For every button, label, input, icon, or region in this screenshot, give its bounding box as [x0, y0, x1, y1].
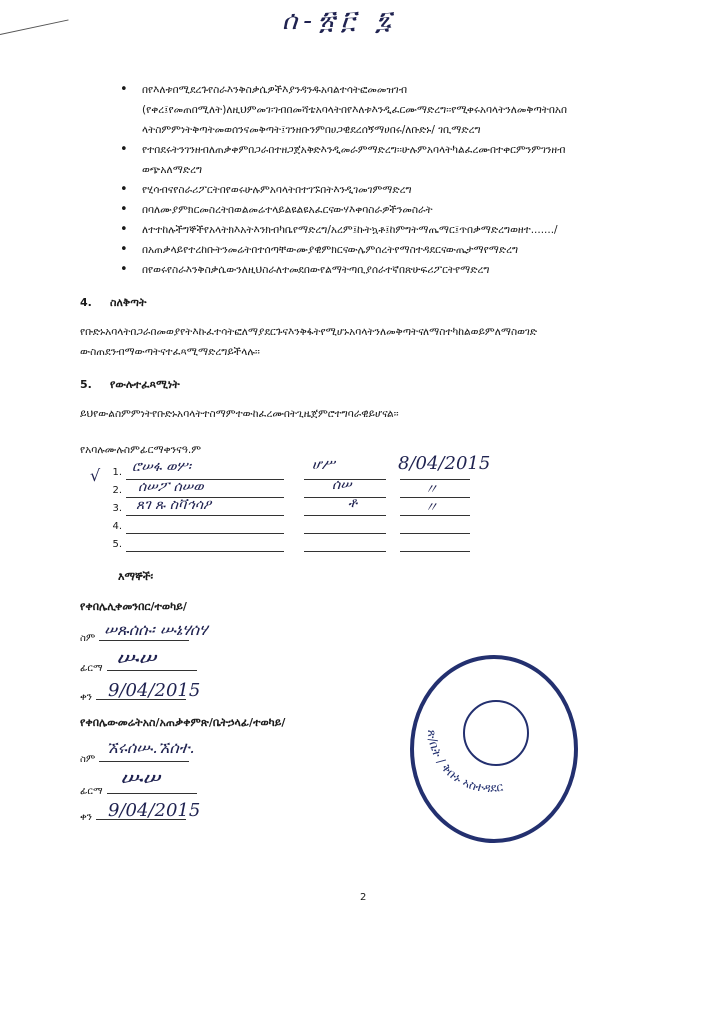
list-item-continuation: ላትስምምነትቅጣትመወሰንናመቅጣት፤ገንዘቡንምበሀጋዊደረሰኝማሀበሩ/ለቡድኑ/ ገቢማድረግ — [142, 124, 481, 136]
body-line: የቡድኑአባላትበጋራበመወያየትእኩፈተሳትፎለማያደርጉናእንቅፋትየሚሆኑአባላትንለመቅጣትናለማስተካከልወይምለማስወገድ — [80, 326, 538, 338]
member-signature: ሰሠ — [332, 477, 352, 493]
receiver-date-field: ቀን — [80, 812, 186, 823]
section-title: ስለቅጣት — [110, 296, 147, 309]
signatures-intro: የአባሉሙሉስምፊርማቀንናዓ.ም — [80, 444, 202, 456]
stamp-text-ring — [420, 690, 560, 800]
list-item: • የተበደሩትንገንዘብለጠቃቀምበጋራበተዘጋጀአቅድእንዲመራምማድረግ፡፡ሁሉምአባላትካልፈረሙበተቀርምንምገንዘብ — [112, 140, 652, 160]
receiver-name-field: ስም — [80, 754, 189, 765]
list-item: • ለተተከሉችግኞችየአላትክእአትእንክብካቤየማድረግ/አረም፤ኩትኳቶ፤ከምግትማጤማር፤ጥበቃማድረግወዘተ......./ — [112, 220, 652, 240]
list-item: • በአጠቃላይየተረከቡትንመሬትበተሰጣቸውሙያዊምክርናውሌምሰረትየማስተዳደርናውጤታማየማድረግ — [112, 240, 652, 260]
transferor-name-value: ሠጹሰሱ፡ ሡኔሃሰሃ — [104, 620, 208, 639]
witnesses-title: እማኞች፡ — [118, 570, 154, 583]
section-title: የውሉተፈጻሚነት — [110, 378, 180, 391]
handwritten-page-mark: ሰ-፳፫ ፯ — [282, 6, 398, 36]
receiver-name-value: ኧሩሰሡ.ኧሰተ. — [106, 738, 195, 757]
member-signature: ቶ — [348, 495, 358, 511]
member-signature-table — [108, 453, 491, 553]
section-4-body — [80, 322, 640, 362]
member-date: 〃 — [424, 482, 438, 498]
transferor-name-field: ስም — [80, 633, 189, 644]
section-number: 4. — [80, 296, 92, 309]
list-item: • በየእለቱበሚደረጉየስራእንቅስቃሴዎችእያንዳንዱአባልተሳትፎመመዝገብ — [112, 80, 652, 100]
list-item: • በየወሩየስራእንቅስቃሴውንለዚህስራለተመደበውየልማትጣቢያሰራተኛበጽሁፍሪፖርትየማድረግ — [112, 260, 652, 280]
body-line: ውስጠደንብማውጣትናተፈጻሚማድረግይችላሉ፡፡ — [80, 346, 260, 358]
transferor-date-field: ቀን — [80, 692, 186, 703]
section-5-body: ይህየውልስምምነትየቡድኑአባላትተስማምተውከፈረሙበትጊዜጀምሮተግባራዊይሆናል፡፡ — [80, 408, 399, 420]
section-4-heading — [80, 296, 146, 310]
transferor-signature: ሡሠ — [116, 646, 157, 671]
member-name: ጸገ ጹ ስቫኅሳዖ — [136, 497, 212, 513]
table-row: 4. — [108, 517, 488, 535]
member-name: ሰሠፖ ሰሠወ — [138, 479, 204, 495]
list-item: • በባለሙያምክርመስረትበወልመሬተላይልዩልዩአፈርናውሃእቀባስራዎችንመስራት — [112, 200, 652, 220]
transferor-title: የቀበሌሊቀመንበር/ተወካይ/ — [80, 600, 187, 613]
receiver-sign-field: ፊርማ — [80, 786, 197, 797]
table-row: 2. ሰሠፖ ሰሠወ ሰሠ 〃 — [108, 481, 488, 499]
member-date: 8/04/2015 — [398, 453, 491, 474]
check-mark: √ — [90, 466, 101, 485]
member-name: ሮሠፋ ወሦ፡ — [132, 459, 191, 475]
receiver-signature: ሡሠ — [120, 766, 161, 791]
svg-text:ጽ/ቤት / ቅቡኑ ኣስተዳደር: ጽ/ቤት / ቅቡኑ ኣስተዳደር — [424, 729, 505, 796]
table-row: 5. — [108, 535, 488, 553]
corner-pen-stroke — [0, 19, 69, 35]
table-row: 1. ሮሠፋ ወሦ፡ ሆሥ 8/04/2015 — [112, 453, 491, 478]
member-date: 〃 — [424, 500, 438, 516]
section-number: 5. — [80, 378, 92, 391]
transferor-date-value: 9/04/2015 — [108, 680, 201, 701]
member-signature: ሆሥ — [312, 457, 335, 473]
table-row: 3. ጸገ ጹ ስቫኅሳዖ ቶ 〃 — [108, 499, 488, 517]
list-item: • የሂሳብናየስራሪፖርትበየወሩሁሉምአባላትበተገኙበትእንዲገመገምማድረግ — [112, 180, 652, 200]
section-5-heading — [80, 378, 180, 392]
receiver-title: የቀበሌውመሬትአስ/አጠቃቀምጽ/ቤትኃላፊ/ተወካይ/ — [80, 716, 286, 729]
list-item-continuation: ወጭአለማድረግ — [142, 164, 203, 176]
transferor-sign-field: ፊርማ — [80, 663, 197, 674]
list-item-continuation: (የቀረ፤የመጠበሚለት)ለዚህምመገ፡ገብበመሻቴአባላትበየእለቱእንዲፈርሙማድረግ፡፡የሚቀሩአባላትንለመቅጣትበአበ — [142, 104, 568, 116]
receiver-date-value: 9/04/2015 — [108, 800, 201, 821]
responsibility-list — [112, 80, 652, 280]
page-number: 2 — [360, 892, 367, 903]
